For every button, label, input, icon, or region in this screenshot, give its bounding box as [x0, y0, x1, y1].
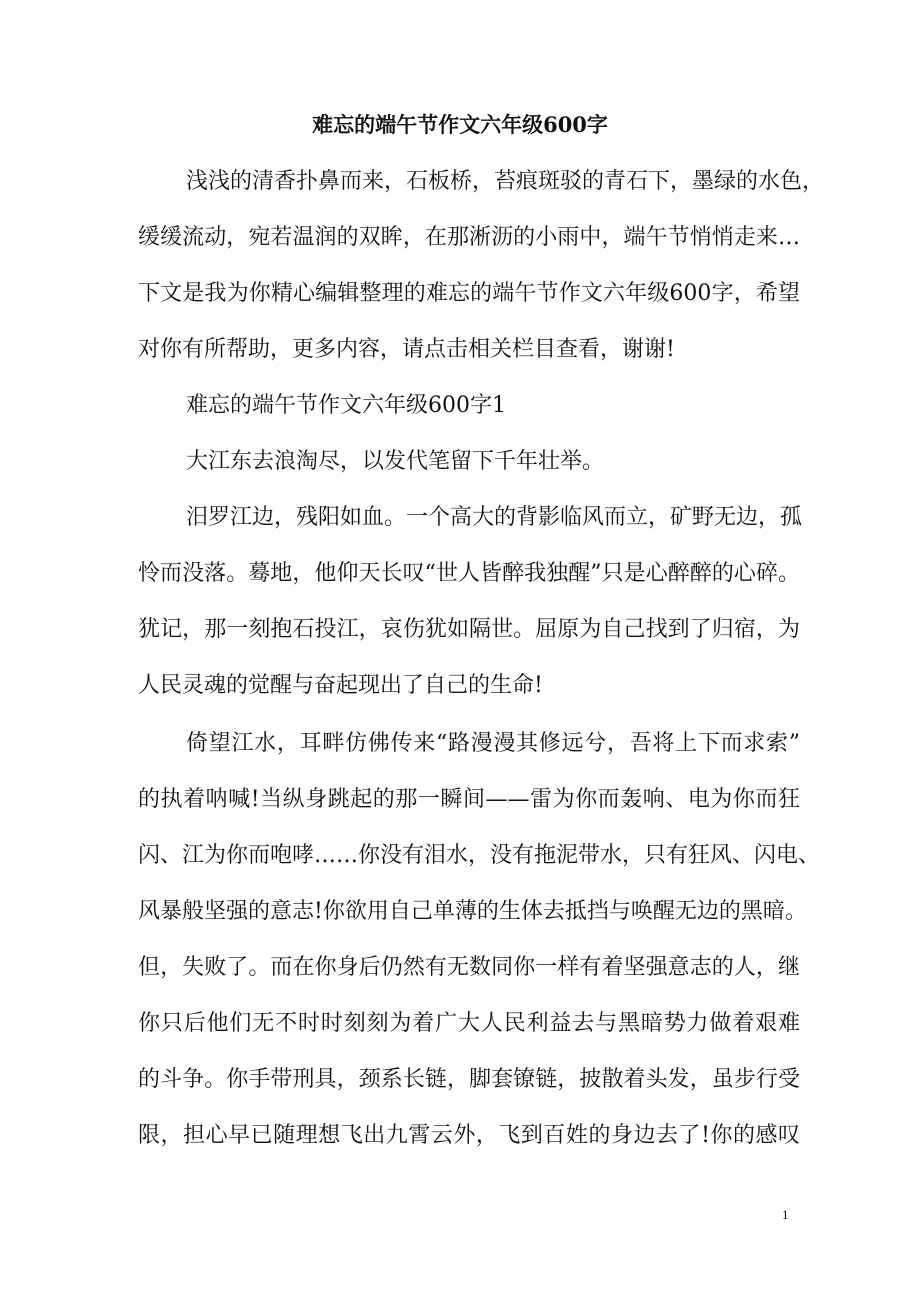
text-line: 的斗争。你手带刑具，颈系长链，脚套镣链，披散着头发，虽步行受	[138, 1067, 800, 1092]
text-line: 闪、江为你而咆哮……你没有泪水，没有拖泥带水，只有狂风、闪电、	[138, 843, 821, 868]
text-line: 浅浅的清香扑鼻而来，石板桥，苔痕斑驳的青石下，墨绿的水色，	[186, 169, 825, 194]
document-title: 难忘的端午节作文六年级600字	[312, 112, 608, 137]
text-line: 的执着呐喊!当纵身跳起的那一瞬间——雷为你而轰响、电为你而狂	[138, 787, 800, 812]
text-line: 犹记，那一刻抱石投江，哀伤犹如隔世。屈原为自己找到了归宿，为	[138, 617, 800, 642]
text-line: 下文是我为你精心编辑整理的难忘的端午节作文六年级600字，希望	[138, 281, 800, 306]
text-line: 你只后他们无不时时刻刻为着广大人民利益去与黑暗势力做着艰难	[138, 1011, 800, 1036]
text-line: 风暴般坚强的意志!你欲用自己单薄的生体去抵挡与唤醒无边的黑暗。	[138, 899, 807, 924]
section-heading: 难忘的端午节作文六年级600字1	[186, 393, 506, 418]
text-line: 对你有所帮助，更多内容，请点击相关栏目查看，谢谢!	[138, 337, 675, 362]
text-line: 大江东去浪淘尽，以发代笔留下千年壮举。	[186, 449, 605, 474]
text-line: 但，失败了。而在你身后仍然有无数同你一样有着坚强意志的人，继	[138, 955, 800, 980]
text-line: 倚望江水，耳畔仿佛传来“路漫漫其修远兮，吾将上下而求索”	[186, 731, 800, 756]
text-line: 缓缓流动，宛若温润的双眸，在那淅沥的小雨中，端午节悄悄走来…	[138, 225, 800, 250]
page-number: 1	[782, 1207, 789, 1222]
text-line: 怜而没落。蓦地，他仰天长叹“世人皆醉我独醒”只是心醉醉的心碎。	[138, 561, 800, 586]
text-line: 人民灵魂的觉醒与奋起现出了自己的生命!	[138, 673, 543, 698]
text-line: 汨罗江边，残阳如血。一个高大的背影临风而立，矿野无边，孤	[186, 505, 803, 530]
text-line: 限，担心早已随理想飞出九霄云外，飞到百姓的身边去了!你的感叹	[138, 1123, 800, 1148]
